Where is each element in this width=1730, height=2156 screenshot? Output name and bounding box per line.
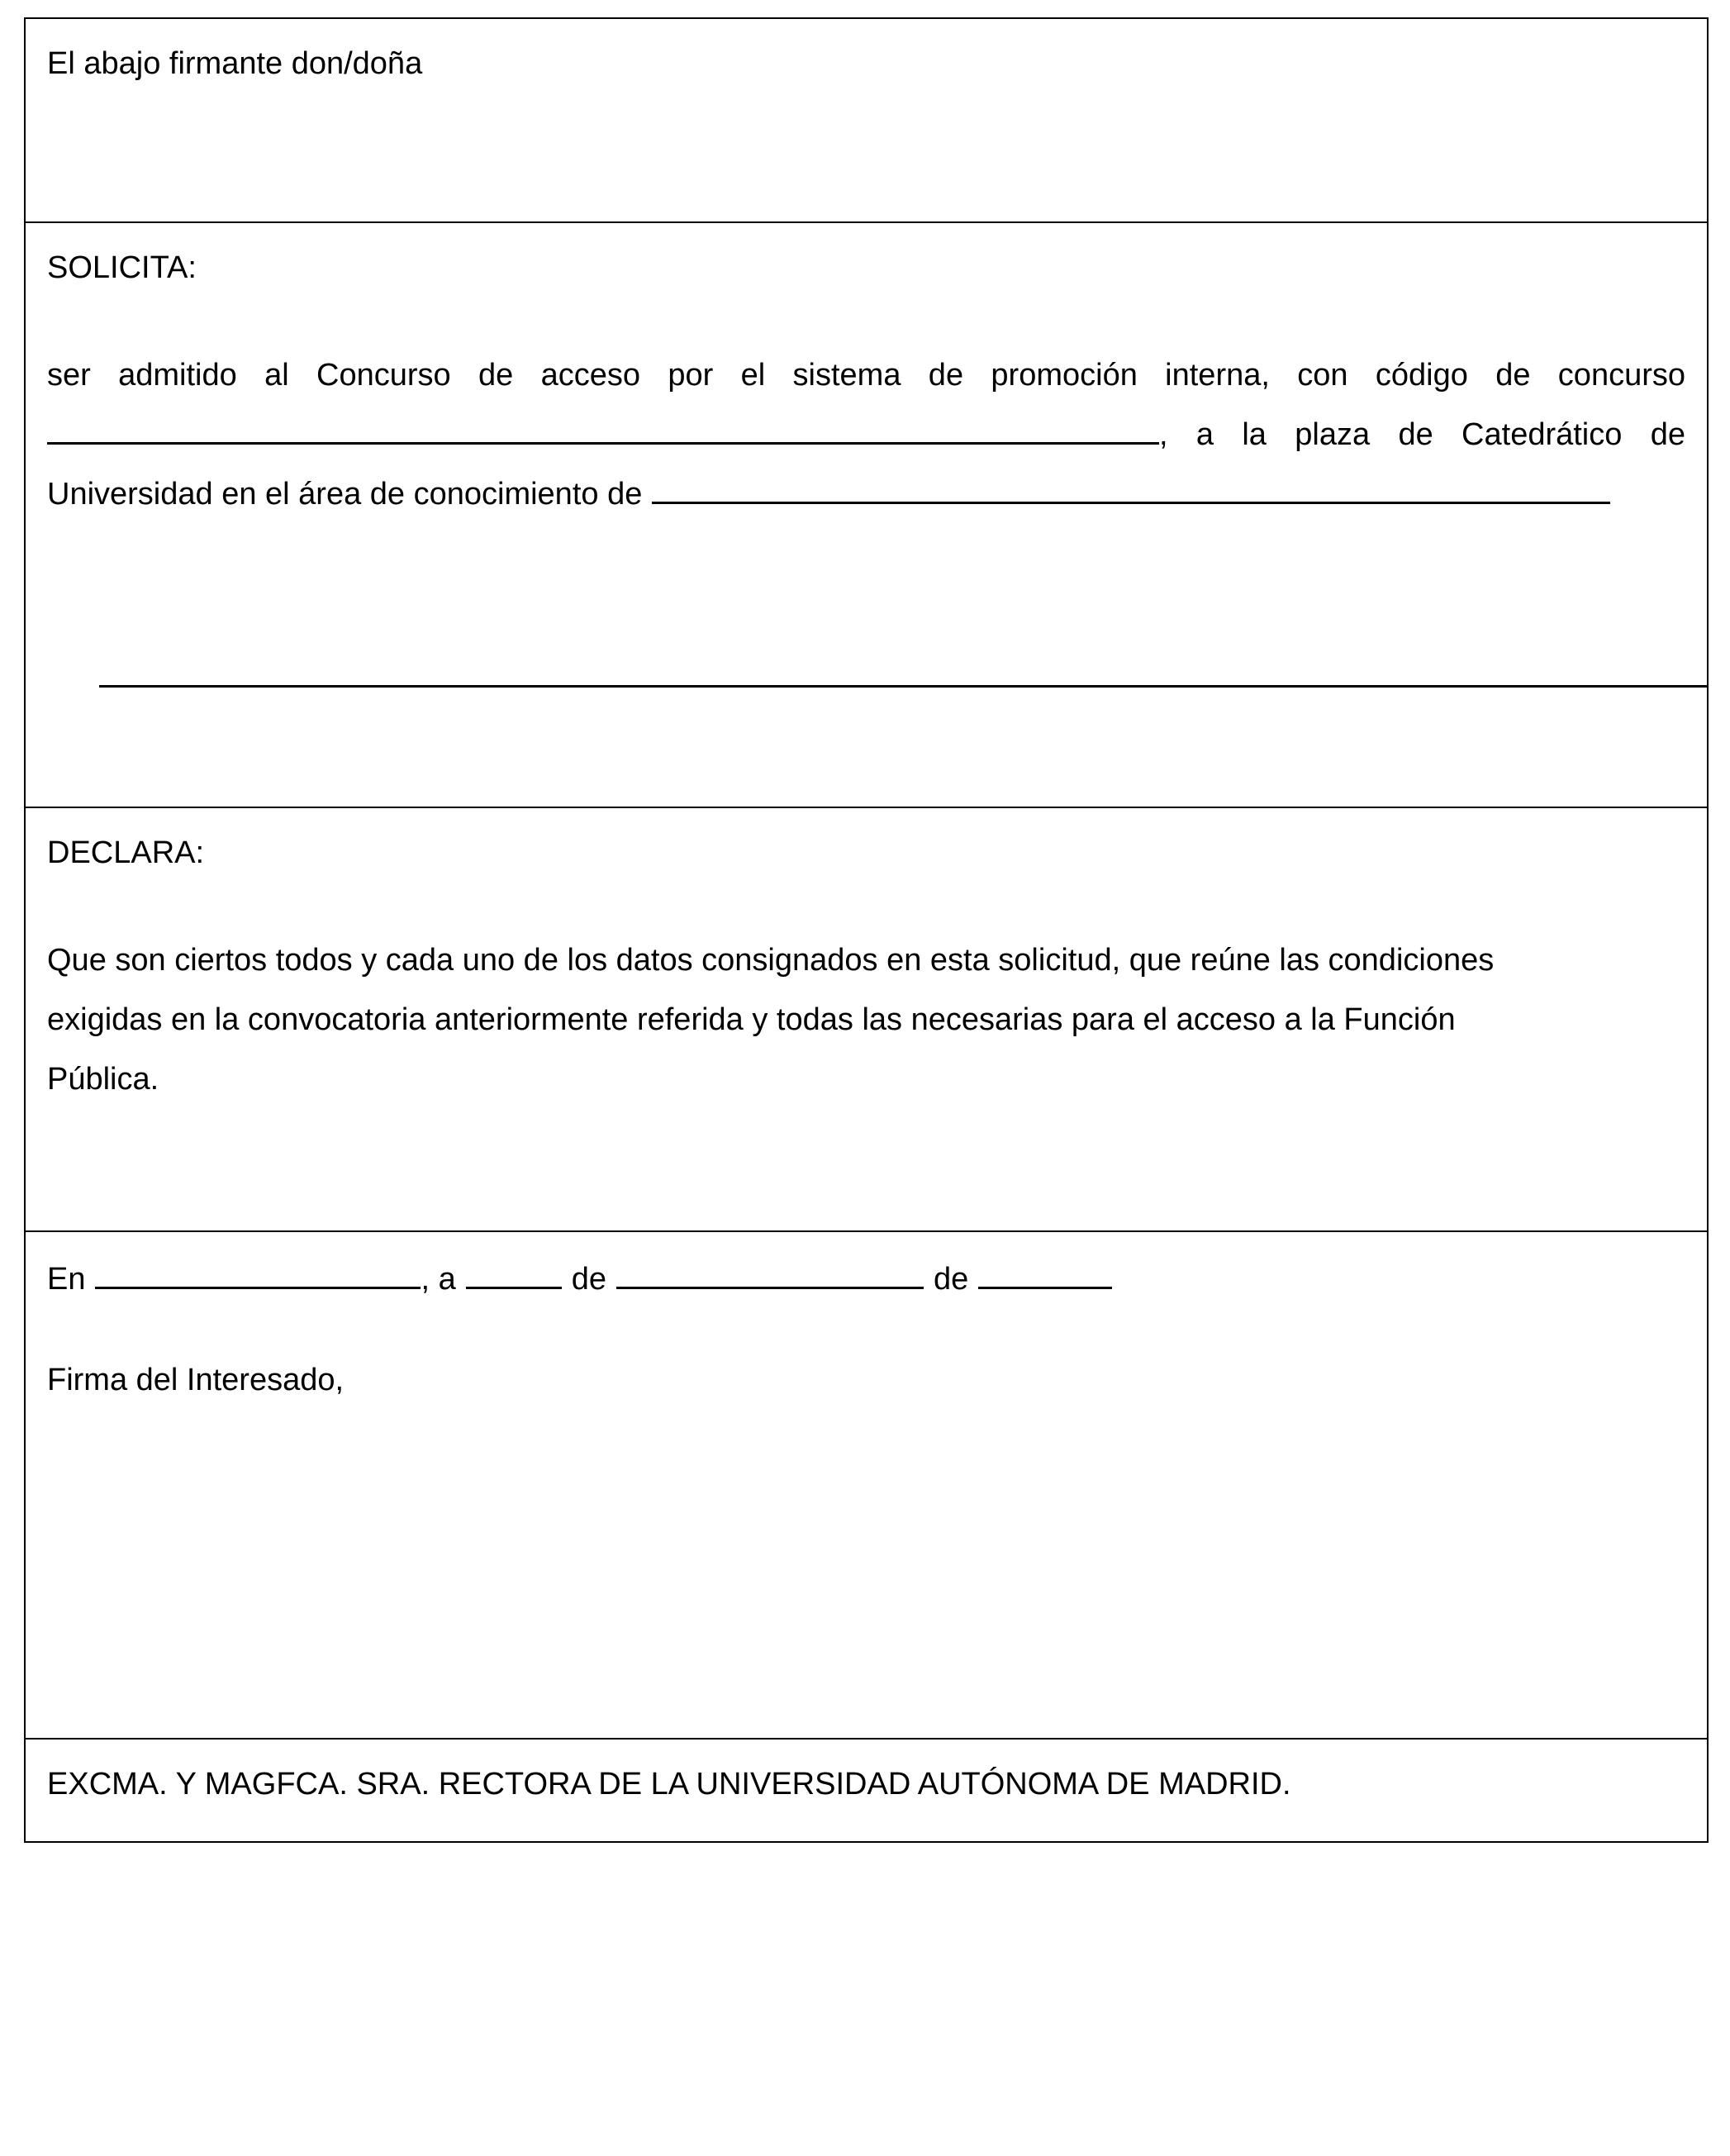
place-prefix: En [47,1262,86,1297]
declara-section [26,808,1707,1232]
day-field[interactable] [466,1254,562,1289]
solicita-line-3 [47,464,1685,524]
declara-heading: DECLARA: [47,835,205,870]
solicita-line-3-text: Universidad en el área de conocimiento de [47,477,643,512]
declara-line-1: Que son ciertos todos y cada uno de los datos consignados en esta solicitud, que reúne las condiciones [47,943,1495,978]
solicita-heading: SOLICITA: [47,250,197,285]
place-field[interactable] [95,1254,421,1289]
applicant-name-field[interactable] [47,87,1685,186]
month-prefix: de [571,1262,607,1297]
signature-label: Firma del Interesado, [47,1363,345,1397]
place-date-section [26,1232,1707,1740]
day-prefix: , a [421,1262,456,1297]
solicita-line-2 [47,405,1685,464]
contest-code-field[interactable] [47,409,1159,445]
knowledge-area-field[interactable] [652,469,1610,504]
signature-area[interactable] [47,1403,1685,1717]
solicita-line-1: ser admitido al Concurso de acceso por el sistema de promoción interna, con código de concurso [47,358,1685,393]
knowledge-area-field-continued[interactable] [99,652,1707,688]
solicita-line-4 [47,583,1685,762]
applicant-section [26,19,1707,223]
month-field[interactable] [616,1254,924,1289]
declara-line-2: exigidas en la convocatoria anteriormente referida y todas las necesarias para el acceso a la Función [47,1002,1456,1037]
place-date-line [47,1254,1685,1302]
solicita-line-2-text: , a la plaza de Catedrático de [1159,417,1685,452]
year-prefix: de [934,1262,969,1297]
solicita-section [26,223,1707,808]
application-form [24,17,1709,1843]
year-field[interactable] [978,1254,1112,1289]
declara-line-3: Pública. [47,1062,159,1097]
addressee-section [26,1740,1707,1841]
applicant-label: El abajo firmante don/doña [47,46,423,81]
addressee-text: EXCMA. Y MAGFCA. SRA. RECTORA DE LA UNIVERSIDAD AUTÓNOMA DE MADRID. [47,1767,1291,1801]
